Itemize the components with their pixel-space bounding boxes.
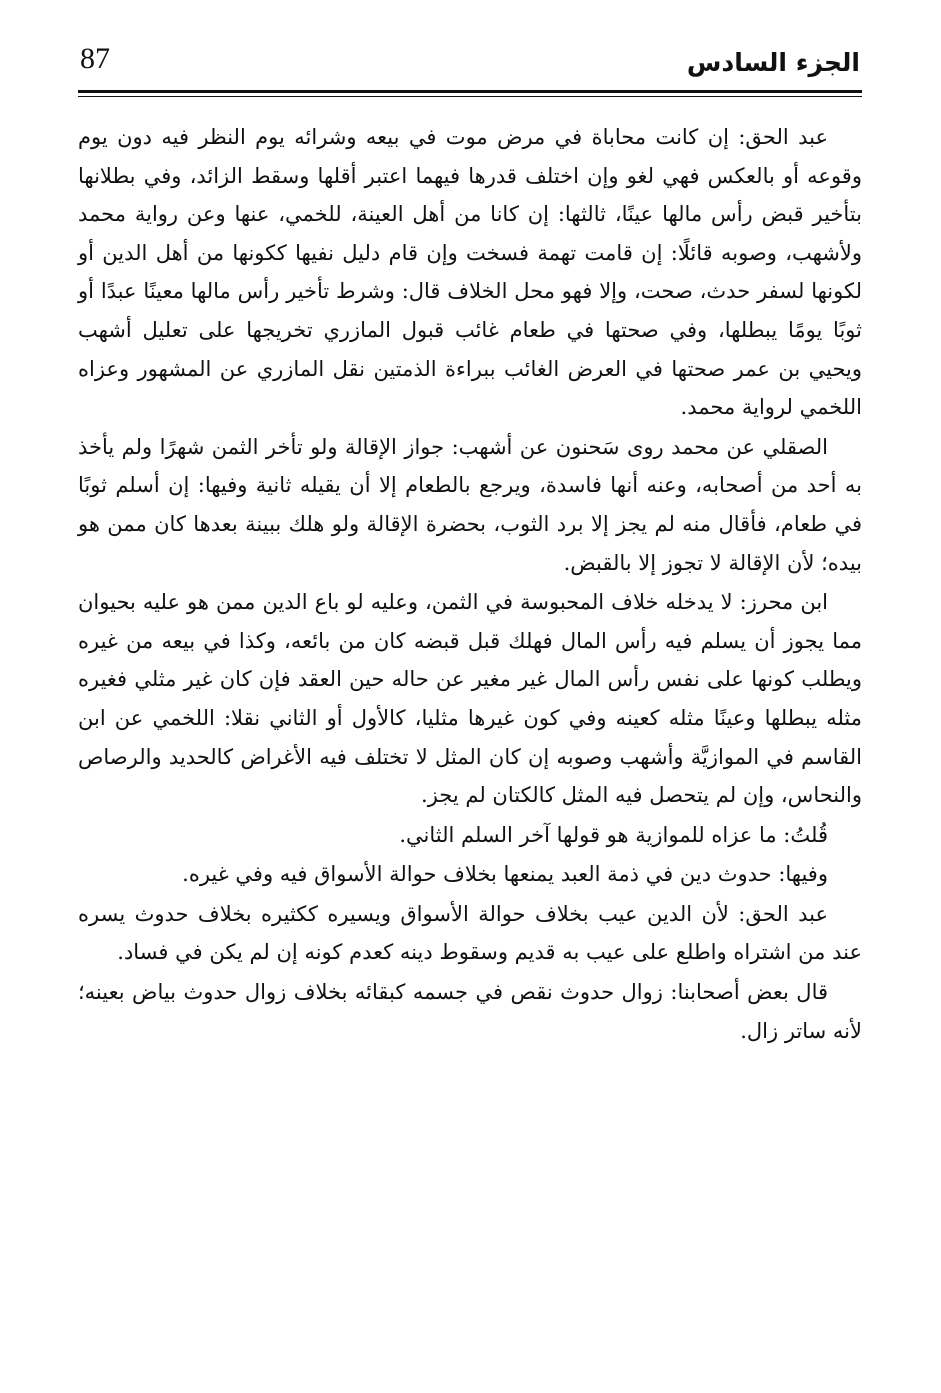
paragraph: عبد الحق: إن كانت محاباة في مرض موت في بيعه وشرائه يوم النظر فيه دون يوم وقوعه أو بالعكس فهي لغو وإن اختلف قدرها فيهما اعتبر أقلها وسقط الزائد، وفي بطلانها بتأخير قبض رأس مالها عينًا، ثالثها: إن كانا من أهل العينة، للخمي، عنها وعن رواية محمد ولأشهب، وصوبه قائلًا: إن قامت تهمة فسخت وإن قام دليل نفيها ككونها من أهل الدين أو لكونها لسفر حدث، صحت، وإلا فهو محل الخلاف قال: وشرط تأخير رأس مالها معينًا عبدًا أو ثوبًا يومًا يبطلها، وفي صحتها في طعام غائب قبول المازري تخريجها على تعليل أشهب ويحيي بن عمر صحتها في العرض الغائب ببراءة الذمتين نقل المازري عن المشهور وعزاه اللخمي لرواية محمد. xyxy=(78,125,862,420)
paragraph: قُلتُ: ما عزاه للموازية هو قولها آخر السلم الثاني. xyxy=(399,822,828,847)
paragraph: قال بعض أصحابنا: زوال حدوث نقص في جسمه كبقائه بخلاف زوال حدوث بياض بعينه؛ لأنه ساتر زال. xyxy=(78,980,862,1043)
running-title: الجزء السادس xyxy=(686,48,860,77)
page-header xyxy=(78,30,862,96)
paragraph: وفيها: حدوث دين في ذمة العبد يمنعها بخلاف حوالة الأسواق فيه وفي غيره. xyxy=(182,862,828,887)
header-rule-thick xyxy=(78,90,862,93)
paragraph: ابن محرز: لا يدخله خلاف المحبوسة في الثمن، وعليه لو باع الدين ممن هو عليه بحيوان مما يجوز أن يسلم فيه رأس المال فهلك قبل قبضه كان من بائعه، وكذا في بيعه من غيره ويطلب كونها على نفس رأس المال غير مغير عن حاله حين العقد فإن كان غير مثلي فغيره مثله يبطلها وعينًا مثله كعينه وفي كون غيرها مثليا، كالأول أو الثاني نقلا: اللخمي عن ابن القاسم في الموازيَّة وأشهب وصوبه إن كان المثل لا تختلف فيه الأغراض كالحديد والرصاص والنحاس، وإن لم يتحصل فيه المثل كالكتان لم يجز. xyxy=(78,590,862,808)
body-text xyxy=(78,118,862,1050)
paragraph: الصقلي عن محمد روى سَحنون عن أشهب: جواز الإقالة ولو تأخر الثمن شهرًا ولم يأخذ به أحد من أصحابه، وعنه أنها فاسدة، ويرجع بالطعام إلا أن يقيله ثانية وفيها: إن أسلم ثوبًا في طعام، فأقال منه لم يجز إلا برد الثوب، بحضرة الإقالة ولو هلك ببينة بعدها كان ممن هو بيده؛ لأن الإقالة لا تجوز إلا بالقبض. xyxy=(78,434,862,575)
page-number: 87 xyxy=(80,42,110,75)
book-page xyxy=(78,30,862,1370)
header-rule-thin xyxy=(78,96,862,97)
paragraph: عبد الحق: لأن الدين عيب بخلاف حوالة الأسواق ويسيره ككثيره بخلاف حدوث يسره عند من اشتراه واطلع على عيب به قديم وسقوط دينه كعدم كونه إن لم يكن في فساد. xyxy=(78,901,862,965)
